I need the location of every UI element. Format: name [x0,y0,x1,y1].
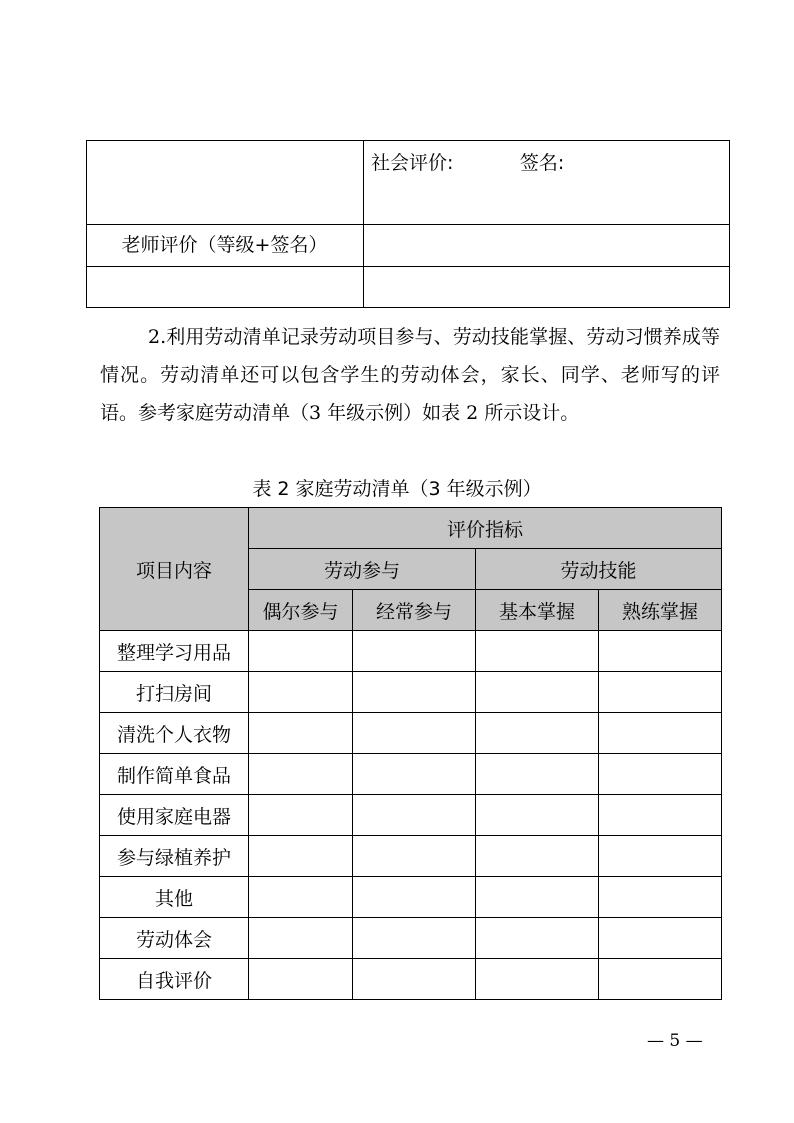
table-cell [476,959,599,1000]
teacher-evaluation-label: 老师评价（等级+签名） [121,234,328,256]
evaluation-table-row-line [86,224,730,225]
table-cell [249,836,353,877]
table-cell [353,754,476,795]
header-labor-skill: 劳动技能 [476,549,722,590]
table-cell [599,713,722,754]
row-label: 打扫房间 [100,672,249,713]
row-label: 劳动体会 [100,918,249,959]
table-cell [353,631,476,672]
table-cell [249,918,353,959]
table-cell [599,918,722,959]
table-cell [249,672,353,713]
table-cell [599,631,722,672]
row-label: 制作简单食品 [100,754,249,795]
table-cell [249,631,353,672]
row-label: 使用家庭电器 [100,795,249,836]
table-cell [476,713,599,754]
table-row [100,672,722,713]
table-cell [599,795,722,836]
table-cell [476,795,599,836]
table-cell [599,877,722,918]
table-cell [249,959,353,1000]
table-edge-mark [86,307,104,308]
table-row [100,918,722,959]
table-cell [249,713,353,754]
table-row [100,795,722,836]
header-basic: 基本掌握 [476,590,599,631]
paragraph-text: 2.利用劳动清单记录劳动项目参与、劳动技能掌握、劳动习惯养成等情况。劳动清单还可以包含学生的劳动体会，家长、同学、老师写的评语。参考家庭劳动清单（3 年级示例）如表 2 所示设计。 [100,326,720,424]
table-cell [476,754,599,795]
table-cell [476,672,599,713]
table-cell [353,713,476,754]
household-labor-table [99,507,722,1000]
table-cell [249,795,353,836]
table-cell [476,918,599,959]
table-caption: 表 2 家庭劳动清单（3 年级示例） [252,478,542,500]
row-label: 参与绿植养护 [100,836,249,877]
table-cell [353,795,476,836]
table-cell [249,754,353,795]
row-label: 清洗个人衣物 [100,713,249,754]
table-cell [476,877,599,918]
table-cell [353,959,476,1000]
page-number: — 5 — [647,1031,703,1051]
body-paragraph [100,318,720,432]
row-label: 自我评价 [100,959,249,1000]
table-cell [476,836,599,877]
header-frequent: 经常参与 [353,590,476,631]
table-row [100,877,722,918]
table-row [100,754,722,795]
table-cell [476,631,599,672]
table-cell [599,754,722,795]
signature-label: 签名: [519,152,565,174]
table-cell [599,959,722,1000]
header-eval-indicator: 评价指标 [249,508,722,549]
table-cell [599,672,722,713]
table-cell [249,877,353,918]
table-cell [353,672,476,713]
table-edge-mark [712,307,730,308]
header-occasional: 偶尔参与 [249,590,353,631]
header-item-content: 项目内容 [100,508,249,631]
table-cell [353,877,476,918]
row-label: 整理学习用品 [100,631,249,672]
table-row [100,836,722,877]
table-row [100,959,722,1000]
social-evaluation-label: 社会评价: 签名: [371,152,565,174]
table-row [100,713,722,754]
table-row [100,631,722,672]
table-cell [353,836,476,877]
header-labor-participation: 劳动参与 [249,549,476,590]
row-label: 其他 [100,877,249,918]
table-cell [599,836,722,877]
evaluation-table-row-line [86,266,730,267]
header-proficient: 熟练掌握 [599,590,722,631]
evaluation-table [86,140,730,308]
table-cell [353,918,476,959]
